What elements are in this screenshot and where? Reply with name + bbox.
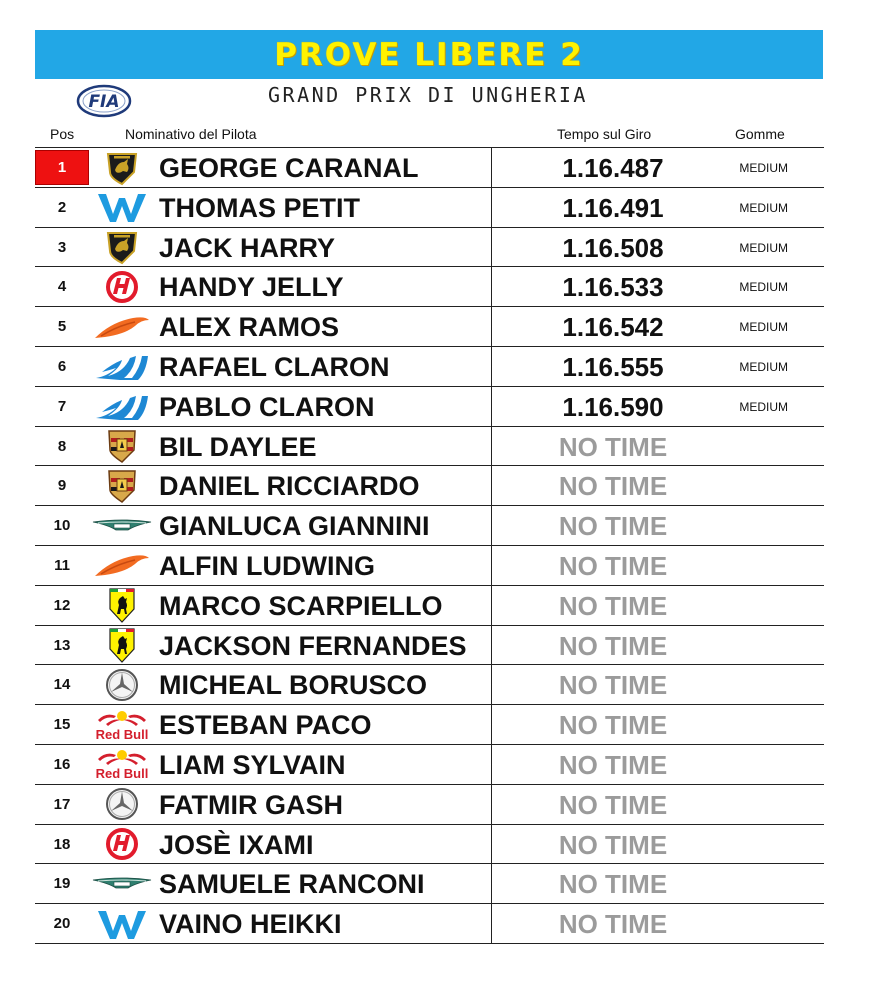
mclaren-icon [92,548,152,583]
column-header-tyres: Gomme [735,126,785,142]
driver-name: BIL DAYLEE [159,431,317,462]
table-row [35,466,824,506]
porsche-icon [92,468,152,503]
table-row [35,347,824,387]
tyre-compound: MEDIUM [739,240,788,255]
williams-icon [92,190,152,225]
column-divider [491,506,492,545]
tyre-compound [732,907,788,941]
svg-text:FIA: FIA [88,92,120,112]
driver-name: THOMAS PETIT [159,192,360,223]
tyre-compound [732,668,788,702]
porsche-icon [92,429,152,464]
position-cell: 13 [53,636,71,654]
table-row [35,387,824,427]
williams-icon [92,906,152,941]
aston-martin-icon [92,508,152,543]
driver-name: ALFIN LUDWING [159,550,375,581]
table-row [35,427,824,467]
lap-time: 1.16.487 [562,153,664,183]
tyre-compound [732,867,788,901]
lap-time: NO TIME [558,829,668,860]
tyre-compound [732,589,788,623]
driver-name: MICHEAL BORUSCO [159,670,428,701]
column-divider [491,864,492,903]
column-header-driver: Nominativo del Pilota [125,126,257,142]
column-header-pos: Pos [50,126,75,142]
position-cell: 3 [57,238,67,256]
driver-name: ALEX RAMOS [159,312,340,343]
tyre-compound: MEDIUM [739,359,788,374]
column-divider [491,387,492,426]
column-divider [491,546,492,585]
lap-time: NO TIME [558,749,668,780]
column-divider [491,347,492,386]
tyre-compound [732,708,788,742]
driver-name: HANDY JELLY [159,272,344,303]
haas-icon [92,269,152,304]
title-banner [35,30,823,79]
position-cell: 8 [57,437,67,455]
lap-time: NO TIME [558,630,668,661]
driver-name: JOSÈ IXAMI [159,829,314,860]
tyre-compound [732,788,788,822]
tyre-compound: MEDIUM [739,161,788,175]
redbull-icon [92,707,152,742]
position-cell: 19 [53,875,71,893]
driver-name: JACK HARRY [159,232,336,263]
column-divider [491,228,492,267]
haas-icon [92,827,152,862]
lap-time: NO TIME [558,710,668,741]
table-row [35,506,824,546]
position-cell: 17 [53,795,71,813]
position-cell: 12 [53,596,71,614]
aston-martin-icon [92,866,152,901]
lamborghini-icon [92,230,152,265]
tyre-compound [732,430,788,464]
column-header-time: Tempo sul Giro [557,126,652,142]
table-row [35,626,824,666]
tyre-compound: MEDIUM [739,399,788,414]
table-row [35,148,824,188]
lap-time: NO TIME [558,471,668,502]
fia-logo-icon [76,84,132,118]
position-cell: 20 [53,915,71,933]
position-cell: 9 [57,477,67,495]
column-divider [491,825,492,864]
table-row [35,825,824,865]
driver-name: JACKSON FERNANDES [159,630,467,661]
column-divider [491,586,492,625]
position-cell: 1 [35,150,89,185]
position-cell: 14 [53,676,71,694]
driver-name: DANIEL RICCIARDO [159,471,420,502]
mercedes-icon [92,787,152,822]
tyre-compound [732,828,788,862]
table-row [35,904,824,944]
column-divider [491,665,492,704]
table-row [35,307,824,347]
results-table [35,147,824,944]
lap-time: 1.16.590 [562,391,664,422]
column-divider [491,904,492,943]
lap-time: 1.16.555 [562,351,664,382]
table-row [35,228,824,268]
column-divider [491,466,492,505]
lap-time: NO TIME [558,869,668,900]
column-divider [491,705,492,744]
driver-name: GIANLUCA GIANNINI [159,511,430,542]
lap-time: 1.16.491 [562,192,664,223]
column-divider [491,148,492,187]
driver-name: VAINO HEIKKI [159,909,342,940]
ferrari-icon [92,588,152,623]
driver-name: SAMUELE RANCONI [159,869,425,900]
lap-time: NO TIME [558,670,668,701]
tyre-compound [732,748,788,782]
position-cell: 5 [57,318,67,336]
table-row [35,745,824,785]
column-divider [491,307,492,346]
tyre-compound: MEDIUM [739,320,788,335]
lap-time: 1.16.542 [562,312,664,343]
position-cell: 15 [53,716,71,734]
position-cell: 2 [57,198,67,216]
alpine-icon [92,389,152,424]
lap-time: NO TIME [558,590,668,621]
driver-name: FATMIR GASH [159,789,343,820]
position-cell: 16 [53,755,71,773]
column-divider [491,745,492,784]
lap-time: 1.16.533 [562,272,664,303]
table-row [35,665,824,705]
driver-name: PABLO CLARON [159,391,375,422]
tyre-compound [732,629,788,663]
svg-text:Red Bull: Red Bull [95,726,149,742]
table-row [35,267,824,307]
driver-name: GEORGE CARANAL [159,153,419,183]
table-row [35,546,824,586]
page-title: PROVE LIBERE 2 [274,36,584,73]
lap-time: NO TIME [558,511,668,542]
tyre-compound [732,549,788,583]
mclaren-icon [92,309,152,344]
position-cell: 6 [57,357,67,375]
column-divider [491,267,492,306]
position-cell: 11 [54,556,70,574]
tyre-compound: MEDIUM [739,280,788,295]
lap-time: 1.16.508 [562,232,664,263]
svg-text:Red Bull: Red Bull [95,766,149,782]
column-divider [491,785,492,824]
position-cell: 10 [53,517,71,535]
mercedes-icon [92,667,152,702]
table-row [35,785,824,825]
position-cell: 4 [57,278,67,296]
column-divider [491,427,492,466]
tyre-compound: MEDIUM [739,200,788,215]
lap-time: NO TIME [558,431,668,462]
event-subtitle: GRAND PRIX DI UNGHERIA [268,83,588,107]
table-row [35,188,824,228]
alpine-icon [92,349,152,384]
tyre-compound [732,509,788,543]
redbull-icon [92,747,152,782]
lap-time: NO TIME [558,789,668,820]
ferrari-icon [92,628,152,663]
lap-time: NO TIME [558,909,668,940]
column-divider [491,188,492,227]
lap-time: NO TIME [558,550,668,581]
table-row [35,864,824,904]
driver-name: ESTEBAN PACO [159,710,372,741]
driver-name: RAFAEL CLARON [159,351,390,382]
position-cell: 18 [53,835,71,853]
table-row [35,586,824,626]
tyre-compound [732,469,788,503]
lamborghini-icon [92,150,152,185]
driver-name: MARCO SCARPIELLO [159,590,443,621]
table-row [35,705,824,745]
position-cell: 7 [57,397,67,415]
column-divider [491,626,492,665]
driver-name: LIAM SYLVAIN [159,749,346,780]
